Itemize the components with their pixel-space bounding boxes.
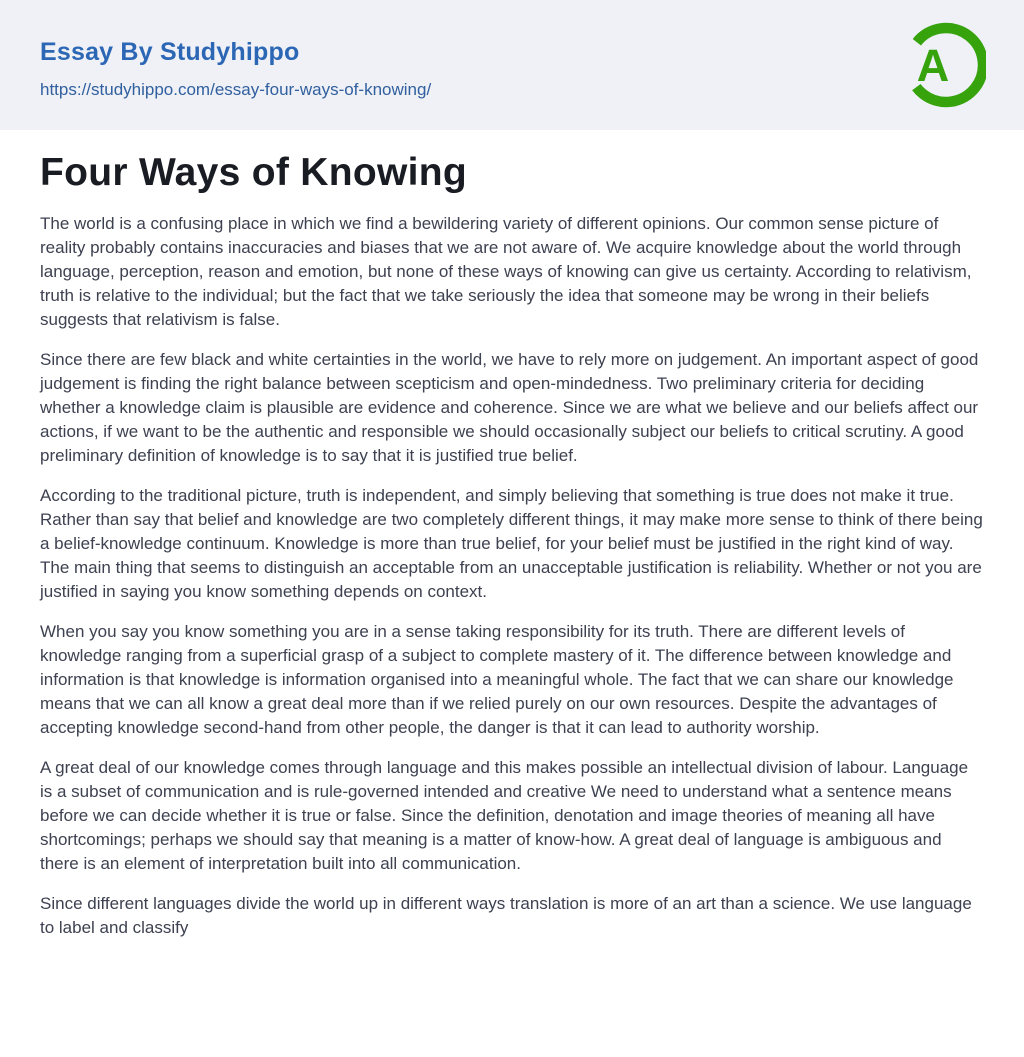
studyhippo-logo <box>902 19 986 111</box>
essay-paragraph-3: According to the traditional picture, truth is independent, and simply believing that something is true does not make it true. Rather than say that belief and knowledge are two completely different things, it may make more sense to think of there being a belief-knowledge continuum. Knowledge is more than true belief, for your belief must be justified in the right kind of way. The main thing that seems to distinguish an acceptable from an unacceptable justification is reliability. Whether or not you are justified in saying you know something depends on context. <box>40 486 983 601</box>
header-text-block <box>40 38 431 100</box>
essay-paragraph-1: The world is a confusing place in which we find a bewildering variety of different opinions. Our common sense picture of reality probably contains inaccuracies and biases that we are not aware of. We acquire knowledge about the world through language, perception, reason and emotion, but none of these ways of knowing can give us certainty. According to relativism, truth is relative to the individual; but the fact that we take seriously the idea that someone may be wrong in their beliefs suggests that relativism is false. <box>40 214 972 329</box>
logo-arc-icon <box>902 19 986 111</box>
essay-paragraph-4: When you say you know something you are in a sense taking responsibility for its truth. There are different levels of knowledge ranging from a superficial grasp of a subject to complete mastery of it. The difference between knowledge and information is that knowledge is information organised into a meaningful whole. The fact that we can share our knowledge means that we can all know a great deal more than if we relied purely on our own resources. Despite the advantages of accepting knowledge second-hand from other people, the danger is that it can lead to authority worship. <box>40 622 954 737</box>
essay-article <box>0 151 1024 940</box>
essay-paragraph-6: Since different languages divide the world up in different ways translation is more of an art than a science. We use language to label and classify <box>40 894 972 937</box>
essay-paragraph-2: Since there are few black and white certainties in the world, we have to rely more on judgement. An important aspect of good judgement is finding the right balance between scepticism and open-mindedness. Two preliminary criteria for deciding whether a knowledge claim is plausible are evidence and coherence. Since we are what we believe and our beliefs affect our actions, if we want to be the authentic and responsible we should occasionally subject our beliefs to critical scrutiny. A good preliminary definition of knowledge is to say that it is justified true belief. <box>40 350 979 465</box>
essay-title: Four Ways of Knowing <box>40 151 468 194</box>
logo-letter: A <box>916 40 950 91</box>
essay-url-link[interactable]: https://studyhippo.com/essay-four-ways-of-knowing/ <box>40 80 432 99</box>
site-title: Essay By Studyhippo <box>40 38 300 66</box>
page-header <box>0 0 1024 130</box>
essay-paragraph-5: A great deal of our knowledge comes through language and this makes possible an intellectual division of labour. Language is a subset of communication and is rule-governed intended and creative We need to understand what a sentence means before we can decide whether it is true or false. Since the definition, denotation and image theories of meaning all have shortcomings; perhaps we should say that meaning is a matter of know-how. A great deal of language is ambiguous and there is an element of interpretation built into all communication. <box>40 758 969 873</box>
